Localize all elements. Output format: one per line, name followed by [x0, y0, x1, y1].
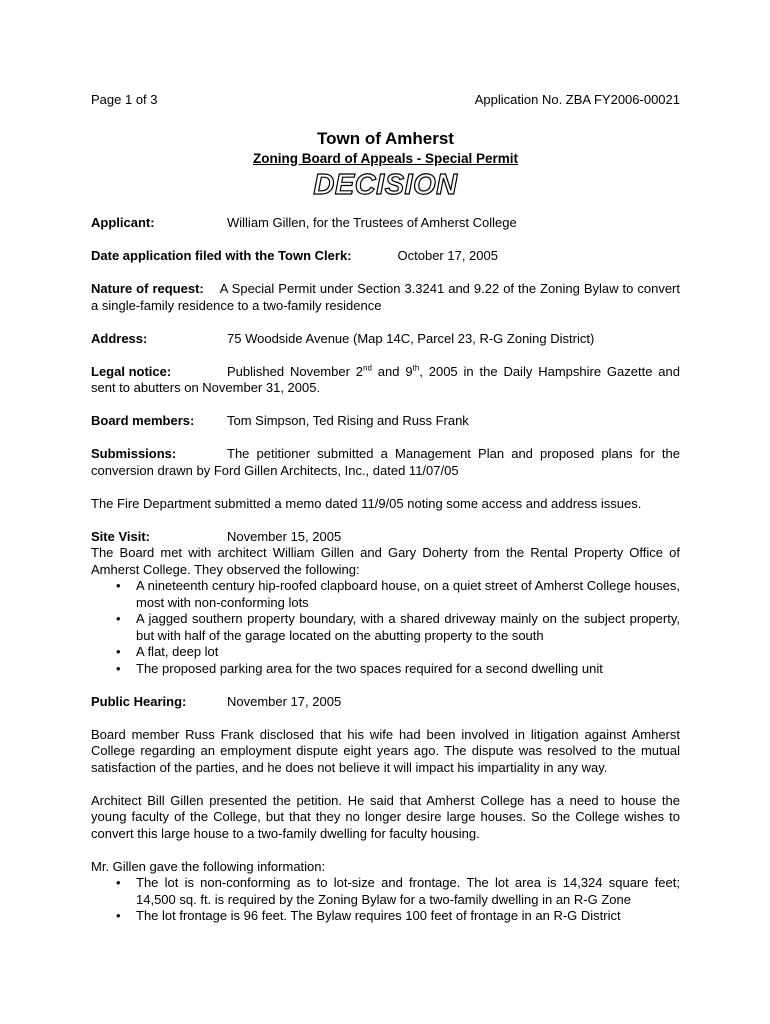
- decision-word: DECISION: [313, 169, 458, 201]
- list-item: • A jagged southern property boundary, with a shared driveway mainly on the subject property, but with half of the garage located on the abutting property to the south: [136, 611, 680, 644]
- date-filed-label: Date application filed with the Town Clerk:: [91, 248, 352, 263]
- site-visit-row: [91, 529, 680, 546]
- site-visit-intro: The Board met with architect William Gillen and Gary Doherty from the Rental Property Office of Amherst College. They observed the following:: [91, 545, 680, 577]
- board-members-label: Board members:: [91, 413, 195, 428]
- address-row: [91, 331, 680, 348]
- list-item: • The proposed parking area for the two spaces required for a second dwelling unit: [136, 661, 680, 678]
- fire-department-note: The Fire Department submitted a memo dated 11/9/05 noting some access and address issues.: [91, 495, 642, 511]
- legal-notice: [91, 364, 680, 397]
- legal-notice-sup-a: nd: [363, 363, 372, 373]
- date-filed-row: [91, 248, 680, 265]
- gillen-presentation: Architect Bill Gillen presented the petition. He said that Amherst College has a need to house the young faculty of the College, but that they no longer desire large houses. So the College wishes to convert this large house to a two-family dwelling for faculty housing.: [91, 792, 680, 841]
- submissions: [91, 446, 680, 479]
- list-item: • The lot frontage is 96 feet. The Bylaw requires 100 feet of frontage in an R-G District: [136, 908, 680, 925]
- list-item: • A flat, deep lot: [136, 644, 680, 661]
- applicant-value: William Gillen, for the Trustees of Amherst College: [227, 215, 517, 230]
- nature-label: Nature of request:: [91, 281, 204, 296]
- site-visit-date: November 15, 2005: [227, 528, 342, 544]
- document-page: [91, 92, 680, 925]
- page-header: [91, 92, 680, 109]
- board-members-row: [91, 413, 680, 430]
- site-visit-list: [91, 578, 680, 677]
- nature-value: A Special Permit under Section 3.3241 and 9.22 of the Zoning Bylaw to convert a single-family residence to a two-family residence: [91, 281, 680, 313]
- gillen-info-list: [91, 875, 680, 925]
- application-number: Application No. ZBA FY2006-00021: [474, 92, 680, 107]
- legal-notice-text-a: Published November 2: [227, 363, 364, 379]
- board-title: Zoning Board of Appeals - Special Permit: [252, 150, 519, 166]
- date-filed-value: October 17, 2005: [397, 248, 498, 263]
- town-title: Town of Amherst: [317, 128, 454, 148]
- address-value: 75 Woodside Avenue (Map 14C, Parcel 23, R-G Zoning District): [227, 330, 595, 346]
- applicant-label: Applicant:: [91, 215, 155, 230]
- legal-notice-text-b: and 9: [371, 363, 413, 379]
- gillen-info-intro: Mr. Gillen gave the following information:: [91, 858, 326, 874]
- legal-notice-label: Legal notice:: [91, 363, 172, 379]
- submissions-value: The petitioner submitted a Management Plan and proposed plans for the conversion drawn by Ford Gillen Architects, Inc., dated 11/07/05: [91, 446, 680, 478]
- board-members-value: Tom Simpson, Ted Rising and Russ Frank: [227, 413, 469, 428]
- legal-notice-sup-b: th: [412, 363, 420, 373]
- decision-heading: [91, 169, 680, 201]
- site-visit-label: Site Visit:: [91, 528, 151, 544]
- page-number: Page 1 of 3: [91, 92, 158, 107]
- public-hearing-date: November 17, 2005: [227, 693, 342, 709]
- legal-notice-text-c: , 2005 in the Daily Hampshire Gazette and sent to abutters on November 31, 2005.: [91, 363, 680, 395]
- frank-disclosure: Board member Russ Frank disclosed that his wife had been involved in litigation against Amherst College regarding an employment dispute eight years ago. The dispute was resolved to the mutual satisfaction of the parties, and he does not believe it will impact his impartiality in any way.: [91, 726, 680, 775]
- public-hearing-label: Public Hearing:: [91, 693, 187, 709]
- list-item: • The lot is non-conforming as to lot-size and frontage. The lot area is 14,324 square feet; 14,500 sq. ft. is required by the Zoning Bylaw for a two-family dwelling in an R-G Zone: [136, 875, 680, 908]
- address-label: Address:: [91, 330, 148, 346]
- applicant-row: [91, 215, 680, 232]
- list-item: • A nineteenth century hip-roofed clapboard house, on a quiet street of Amherst College houses, most with non-conforming lots: [136, 578, 680, 611]
- nature-of-request: [91, 281, 680, 314]
- submissions-label: Submissions:: [91, 446, 177, 461]
- public-hearing-row: [91, 694, 680, 711]
